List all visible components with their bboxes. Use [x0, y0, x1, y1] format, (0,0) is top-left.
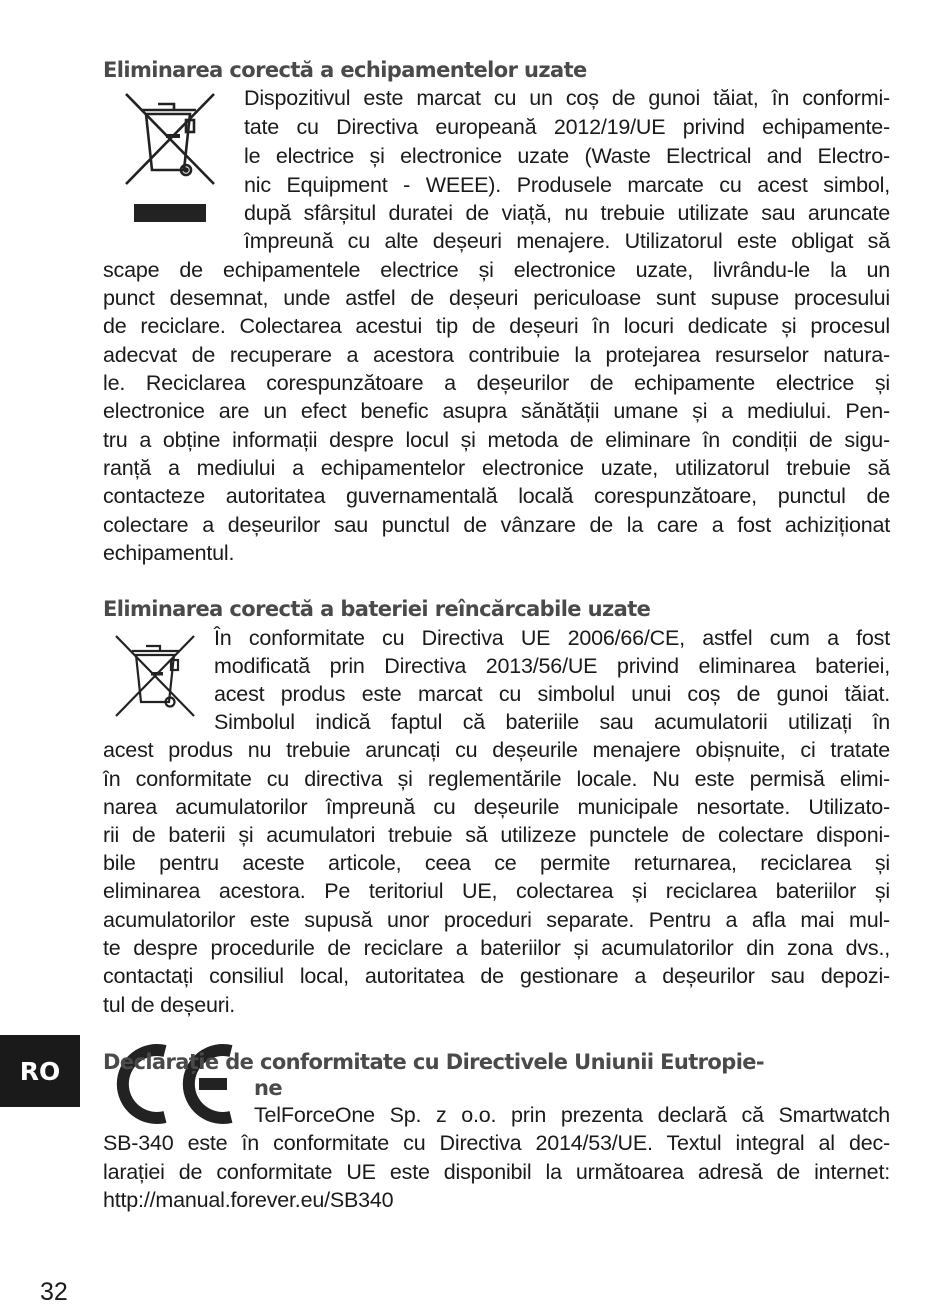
weee-text-line: nic Equipment - WEEE). Produsele marcate cu acest simbol,	[244, 173, 890, 197]
ce-text-line: SB-340 este în conformitate cu Directiva 2014/53/UE. Textul integral al dec-	[103, 1131, 890, 1155]
battery-text-line: acest produs nu trebuie aruncați cu deșeurile menajere obișnuite, ci tratate	[103, 738, 890, 762]
battery-text-line: rii de baterii și acumulatori trebuie să utilizeze punctele de colectare disponi-	[103, 823, 890, 847]
weee-text-line: le electrice și electronice uzate (Waste Electrical and Electro-	[244, 144, 890, 168]
heading-battery-disposal: Eliminarea corectă a bateriei reîncărcabile uzate	[103, 597, 651, 621]
weee-text-line: tate cu Directiva europeană 2012/19/UE privind echipamente-	[244, 115, 890, 139]
battery-crossed-bin-icon	[114, 634, 196, 718]
weee-text-line: electronice are un efect benefic asupra sănătății umane și a mediului. Pen-	[103, 399, 890, 423]
heading-ce-declaration: Declarație de conformitate cu Directivele Uniunii Eutropie-	[103, 1050, 765, 1074]
weee-text-line: scape de echipamentele electrice și electronice uzate, livrându-le la un	[103, 258, 890, 282]
battery-text-line: modificată prin Directiva 2013/56/UE privind eliminarea bateriei,	[214, 654, 890, 678]
weee-crossed-bin-icon	[124, 92, 216, 224]
weee-text-line: Dispozitivul este marcat cu un coș de gunoi tăiat, în conformi-	[244, 86, 890, 110]
language-tab	[0, 1035, 80, 1107]
battery-text-line: în conformitate cu directiva și reglementările locale. Nu este permisă elimi-	[103, 767, 890, 791]
battery-text-line: narea acumulatorilor împreună cu deșeurile municipale nesortate. Utilizato-	[103, 795, 890, 819]
ce-text-line: larației de conformitate UE este disponibil la următoarea adresă de internet:	[103, 1160, 890, 1184]
battery-text-line: În conformitate cu Directiva UE 2006/66/CE, astfel cum a fost	[214, 626, 890, 650]
weee-text-line: de reciclare. Colectarea acestui tip de deșeuri în locuri dedicate și procesul	[103, 314, 890, 338]
battery-text-line: eliminarea acestora. Pe teritoriul UE, colectarea și reciclarea bateriilor și	[103, 879, 890, 903]
battery-text-line: Simbolul indică faptul că bateriile sau acumulatorii utilizați în	[214, 710, 890, 734]
battery-text-line: acest produs este marcat cu simbolul unui coș de gunoi tăiat.	[214, 682, 890, 706]
weee-text-line: împreună cu alte deșeuri menajere. Utilizatorul este obligat să	[244, 229, 890, 253]
ce-url-link[interactable]: http://manual.forever.eu/SB340	[103, 1188, 394, 1212]
weee-text-line: punct desemnat, unde astfel de deșeuri periculoase sunt supuse procesului	[103, 286, 890, 310]
page-number: 32	[40, 1278, 68, 1306]
heading-ce-declaration-cont: ne	[254, 1076, 282, 1100]
weee-text-line: colectare a deșeurilor sau punctul de vânzare de la care a fost achiziționat	[103, 513, 890, 537]
weee-text-line: ranță a mediului a echipamentelor electronice uzate, utilizatorul trebuie să	[103, 456, 890, 480]
battery-text-line: tul de deșeuri.	[103, 993, 236, 1017]
battery-text-line: acumulatorilor este supusă unor proceduri separate. Pentru a afla mai mul-	[103, 908, 890, 932]
heading-weee-disposal: Eliminarea corectă a echipamentelor uzate	[103, 58, 587, 82]
weee-text-line: tru a obține informații despre locul și metoda de eliminare în condiții de sigu-	[103, 428, 890, 452]
weee-text-line: contacteze autoritatea guvernamentală locală corespunzătoare, punctul de	[103, 484, 890, 508]
battery-text-line: contactați consiliul local, autoritatea de gestionare a deșeurilor sau depozi-	[103, 964, 890, 988]
battery-text-line: bile pentru aceste articole, ceea ce permite returnarea, reciclarea și	[103, 851, 890, 875]
weee-text-line: echipamentul.	[103, 541, 235, 565]
battery-text-line: te despre procedurile de reciclare a bateriilor și acumulatorilor din zona dvs.,	[103, 936, 890, 960]
ce-text-line: TelForceOne Sp. z o.o. prin prezenta declară că Smartwatch	[254, 1103, 890, 1127]
language-tab-label: RO	[19, 1056, 61, 1086]
weee-text-line: le. Reciclarea corespunzătoare a deșeurilor de echipamente electrice și	[103, 371, 890, 395]
weee-text-line: adecvat de recuperare a acestora contribuie la protejarea resurselor natura-	[103, 343, 890, 367]
weee-text-line: după sfârșitul duratei de viață, nu trebuie utilizate sau aruncate	[244, 201, 890, 225]
